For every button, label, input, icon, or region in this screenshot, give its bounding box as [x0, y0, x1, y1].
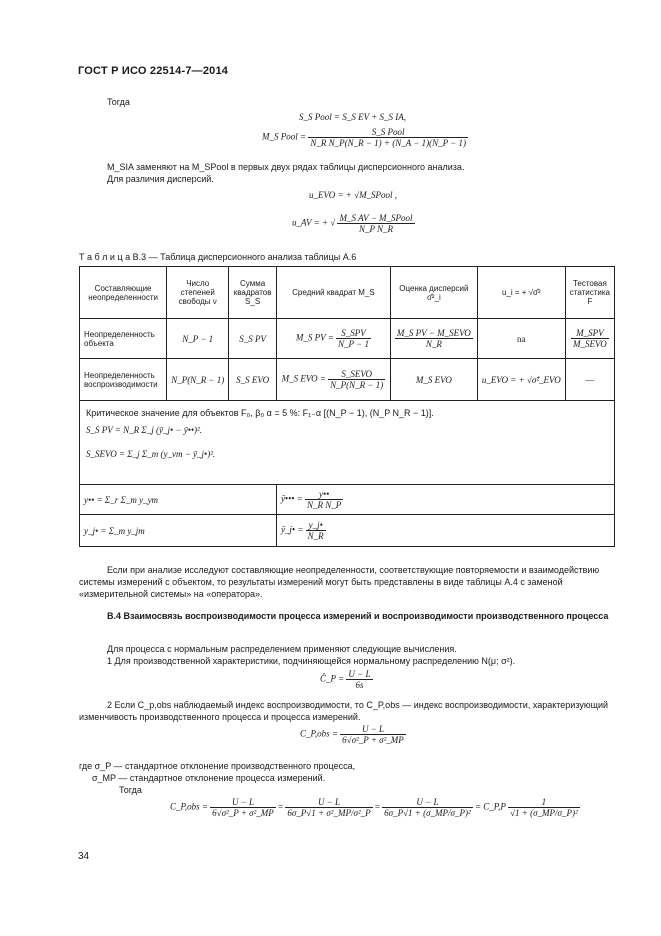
eq7-d-num: 1: [508, 797, 580, 808]
equation-u-evo: u_EVO = + √M_SPool ,: [309, 190, 398, 200]
eq6-frac: [340, 724, 406, 745]
row2-ms-frac: [328, 369, 385, 390]
equation-pool-sum: S_S Pool = S_S EV + S_S IA,: [299, 112, 406, 122]
eq6-num: U − L: [340, 724, 406, 735]
eq5-num: U − L: [348, 669, 371, 679]
ss-evo-formula: S_SEVO = Σ_j Σ_m (y_vm − ȳ_j•)².: [86, 449, 216, 459]
anova-table: [79, 266, 615, 547]
y-bar-j-frac: [306, 520, 326, 541]
eq7-b-frac: [285, 797, 372, 818]
row2-f: —: [565, 359, 614, 401]
row2-var: M_S EVO: [390, 359, 477, 401]
row1-u: na: [477, 319, 565, 359]
row1-ms-den: N_P − 1: [338, 339, 369, 349]
row1-f-num: M_SPV: [571, 328, 609, 339]
row1-var-num: M_S PV − M_SEVO: [396, 328, 471, 338]
section-title: В.4 Взаимосвязь воспроизводимости процесса измерений и воспроизводимости производственного процесса: [107, 611, 609, 621]
y-bar-dd-lhs: ȳ••• =: [280, 493, 303, 504]
row2-ms-lhs: M_S EVO =: [281, 373, 326, 384]
eq7-c-den: 6σ_P√1 + (σ_MP/σ_P)²: [384, 808, 471, 818]
ss-pv-formula: S_S PV = N_R Σ_j (ȳ_j• − ȳ••)².: [86, 425, 202, 435]
eq7-eq-1: =: [278, 801, 284, 812]
row1-f-den: M_SEVO: [573, 339, 607, 349]
page-number: 34: [78, 851, 90, 862]
where-2: σ_MP — стандартное отклонение процесса измерений.: [92, 773, 326, 783]
eq4-lhs: u_AV = + √: [292, 217, 336, 228]
y-j-cell: y_j• = Σ_m y_jm: [80, 515, 277, 547]
eq2-lhs: M_S Pool =: [262, 131, 307, 142]
row1-var: [390, 319, 477, 359]
y-dd-cell: y•• = Σ_r Σ_m y_ym: [80, 485, 277, 515]
formulas-cell: [80, 401, 615, 485]
intro-note-2: Для различия дисперсий.: [107, 174, 214, 184]
y-bar-j-cell: [276, 515, 614, 547]
table-header-row: [80, 267, 615, 319]
eq2-num: S_S Pool: [308, 127, 468, 138]
eq7-a-den: 6√σ²_P + σ²_MP: [212, 808, 274, 818]
row2-ms-num: S_SEVO: [328, 369, 385, 380]
row1-ms-lhs: M_S PV =: [295, 332, 334, 343]
eq4-fraction: [337, 213, 414, 234]
eq4-num: M_S AV − M_SPool: [339, 213, 413, 223]
equation-cp: [320, 669, 373, 690]
row1-ms-frac: [336, 328, 371, 349]
y-bar-dd-den: N_R N_P: [306, 500, 342, 510]
row1-f-frac: [571, 328, 609, 349]
row1-var-den: N_R: [425, 339, 442, 349]
eq6-den: 6√σ²_P + σ²_MP: [342, 735, 404, 745]
th-f: Тестовая статистика F: [565, 267, 614, 319]
eq7-eq-2: =: [374, 801, 380, 812]
row2-ms: [276, 359, 390, 401]
eq2-fraction: [308, 127, 468, 148]
row1-f: [565, 319, 614, 359]
eq2-den: N_R N_P(N_R − 1) + (N_A − 1)(N_P − 1): [310, 138, 467, 148]
row1-ms: [276, 319, 390, 359]
y-bar-dd-frac: [305, 489, 343, 510]
y-bar-j-den: N_R: [307, 531, 324, 541]
equation-u-av: [292, 213, 415, 234]
row1-var-frac: [395, 328, 473, 349]
row2-dof: N_P(N_R − 1): [167, 359, 229, 401]
th-ss: Сумма квадратов S_S: [229, 267, 277, 319]
eq7-a-num: U − L: [210, 797, 276, 808]
y-bar-dd-cell: [276, 485, 614, 515]
eq5-frac: [346, 669, 372, 690]
row1-ss: S_S PV: [229, 319, 277, 359]
table-row: [80, 319, 615, 359]
y-bar-dd-num: y••: [305, 489, 343, 500]
row1-dof: N_P − 1: [167, 319, 229, 359]
th-ms: Средний квадрат M_S: [276, 267, 390, 319]
eq7-d-lhs: = C_P,P: [474, 801, 506, 812]
row2-name: Неопределенность воспроизводимости: [80, 359, 167, 401]
th-var: Оценка дисперсий σ̂²_i: [390, 267, 477, 319]
equation-cp-obs: [300, 724, 406, 745]
eq7-lhs: C_P,obs =: [170, 801, 208, 812]
table-row: [80, 485, 615, 515]
paragraph-components: Если при анализе исследуют составляющие неопределенности, соответствующие повторяемости и взаимодействию системы измерений с объектом, то результаты измерений могут быть представлены в виде таблицы А.4 с заменой «измерительной системы» на «оператора».: [79, 565, 600, 599]
eq5-lhs: Ĉ_P =: [320, 673, 345, 684]
table-row: [80, 359, 615, 401]
intro-togda: Тогда: [107, 97, 130, 107]
eq7-b-num: U − L: [285, 797, 372, 808]
eq5-den: 6s: [355, 680, 364, 690]
eq4-den: N_P N_R: [358, 224, 394, 234]
row1-name: Неопределенность объекта: [80, 319, 167, 359]
section-p1: Для процесса с нормальным распределением применяют следующие вычисления.: [107, 644, 457, 654]
eq7-a-frac: [210, 797, 276, 818]
equation-pool-mean: [262, 127, 468, 148]
page-header: ГОСТ Р ИСО 22514-7—2014: [78, 65, 229, 77]
equation-cp-obs-chain: [170, 797, 580, 818]
y-bar-j-num: y_j•: [306, 520, 326, 531]
section-togda: Тогда: [119, 785, 142, 795]
eq7-b-den: 6σ_P√1 + σ²_MP/σ²_P: [287, 808, 371, 818]
th-dof: Число степеней свободы ν: [167, 267, 229, 319]
section-p3: 2 Если C_p,obs наблюдаемый индекс воспроизводимости, то C_P,obs — индекс воспроизводимости, характеризующий изменчивость производственного процесса и процесса измерений.: [79, 700, 609, 722]
critical-value: Критическое значение для объектов F₀, β₀ α = 5 %: F₁₋α [(N_P − 1), (N_P N_R − 1)].: [86, 408, 434, 418]
eq6-lhs: C_P,obs =: [300, 728, 338, 739]
th-components: Составляющие неопределенности: [80, 267, 167, 319]
row2-ss: S_S EVO: [229, 359, 277, 401]
section-p2: 1 Для производственной характеристики, подчиняющейся нормальному распределению N(μ; σ²).: [107, 656, 516, 666]
where-1: где σ_P — стандартное отклонение производственного процесса,: [79, 761, 356, 771]
eq7-c-num: U − L: [382, 797, 473, 808]
row1-ms-num: S_SPV: [336, 328, 371, 339]
row2-u: u_EVO = + √σ̂²_EVO: [477, 359, 565, 401]
table-formulas-row: [80, 401, 615, 485]
y-bar-j-lhs: ȳ_j• =: [280, 524, 304, 535]
eq7-d-den: √1 + (σ_MP/σ_P)²: [510, 808, 578, 818]
intro-note-1: M_SIA заменяют на M_SPool в первых двух рядах таблицы дисперсионного анализа.: [107, 162, 465, 172]
table-row: [80, 515, 615, 547]
eq7-c-frac: [382, 797, 473, 818]
table-title: Т а б л и ц а В.3 — Таблица дисперсионного анализа таблицы А.6: [79, 252, 357, 262]
th-u: u_i = + √σ̂²: [477, 267, 565, 319]
row2-ms-den: N_P(N_R − 1): [330, 380, 384, 390]
eq7-d-frac: [508, 797, 580, 818]
